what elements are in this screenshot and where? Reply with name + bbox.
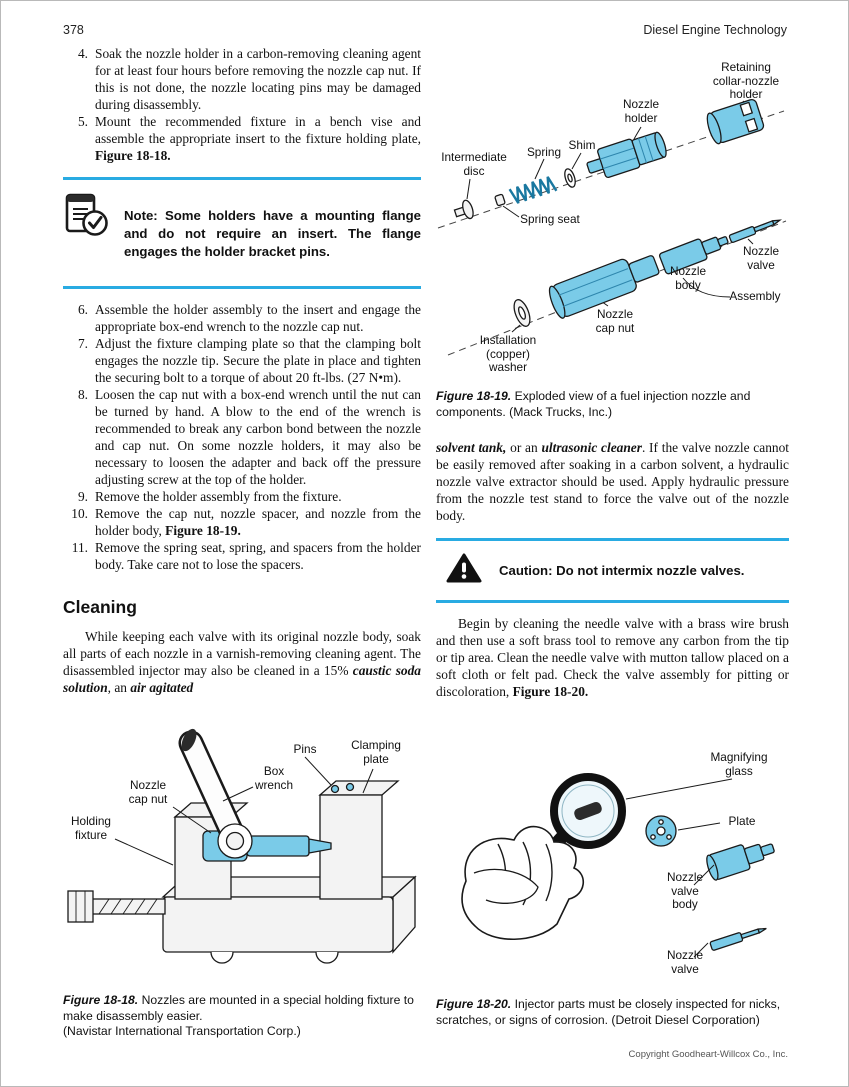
leader-line (678, 823, 720, 830)
callout-pins: Pins (293, 742, 317, 756)
figure-ref: Figure 18-19. (165, 523, 241, 539)
step-item (63, 505, 421, 539)
paragraph-text: . If the valve nozzle cannot be easily removed after soaking in a carbon solvent, a hydraulic nozzle valve extractor should be used. Apply hydraulic pressure from the nozzle test stand to force the valve out of the nozzle body. (436, 440, 790, 523)
caption-label: Figure 18-20. (436, 997, 512, 1011)
step-text-content: Loosen the cap nut with a box-end wrench until the nut can be turned by hand. A blow to the end of the wrench is recommended to break any carbon bond between the nozzle and cap nut. On some nozzle holders, it may also be necessary to loosen the adapter and back off the pressure adjusting screw at the top of the holder. (95, 387, 421, 488)
caption-label: Figure 18-19. (436, 389, 512, 403)
step-text (95, 505, 421, 539)
nozzle-valve-part (710, 924, 768, 950)
note-text: Note: Some holders have a mounting flange and do not require an insert. The flange engages the holder bracket pins. (124, 208, 421, 260)
step-item (63, 335, 421, 386)
caution-text: Caution: Do not intermix nozzle valves. (499, 563, 745, 579)
caption-text: Exploded view of a fuel injection nozzle and components. (Mack Trucks, Inc.) (436, 389, 751, 419)
callout-magnifying-glass: Magnifying glass (710, 750, 768, 778)
spring-part (510, 176, 557, 205)
figure-18-19-art (436, 51, 789, 381)
step-item (63, 45, 421, 113)
leader-line (535, 159, 544, 179)
callout-spring-seat: Spring seat (520, 212, 580, 226)
note-icon (63, 192, 111, 243)
caption-credit: (Navistar International Transportation Corp.) (63, 1024, 301, 1038)
pin-part (347, 784, 354, 791)
caution-box (436, 538, 789, 603)
step-text (95, 113, 421, 164)
book-title: Diesel Engine Technology (643, 23, 787, 37)
leader-line (512, 325, 520, 332)
step-text (95, 301, 421, 335)
step-number: 6. (77, 302, 88, 318)
step-item (63, 301, 421, 335)
spring-seat-part (495, 194, 506, 206)
leader-line (572, 153, 581, 169)
term-ultrasonic-cleaner: ultrasonic cleaner (541, 440, 642, 455)
callout-box-wrench: Box wrench (254, 764, 294, 792)
caption-text: Nozzles are mounted in a special holding fixture to make disassembly easier. (63, 993, 414, 1023)
needle-valve-paragraph (436, 615, 789, 700)
callout-nozzle-body: Nozzle body (669, 264, 707, 292)
nozzle-holder-part (584, 129, 669, 182)
figure-18-18-art (63, 727, 421, 985)
figure-18-19-caption (436, 389, 789, 420)
step-number: 9. (77, 489, 88, 505)
step-text (95, 539, 421, 573)
figure-ref: Figure 18-20. (512, 684, 589, 700)
step-text-content: Assemble the holder assembly to the insert and engage the appropriate box-end wrench to the nozzle cap nut. (95, 302, 421, 335)
step-number: 11. (71, 540, 88, 556)
callout-nozzle-cap-nut: Nozzle cap nut (595, 307, 635, 335)
paragraph-text: While keeping each valve with its original nozzle body, soak all parts of each nozzle in a varnish-removing cleaning agent. The disassembled injector may also be cleaned in a 15% (63, 629, 421, 679)
term-air-agitated: air agitated (130, 680, 194, 696)
step-text-content: Remove the cap nut, nozzle spacer, and nozzle from the holder body, (95, 506, 421, 539)
callout-spring: Spring (526, 145, 562, 159)
step-text (95, 45, 421, 113)
callout-holding-fixture: Holding fixture (70, 814, 111, 842)
paragraph-text: Begin by cleaning the needle valve with a brass wire brush and then use a soft brass tool to remove any carbon from the tip or tip area. Clean the needle valve with mutton tallow placed on a soft cloth or felt pad. Check the valve assembly for pitting or discoloration, (436, 616, 789, 700)
leader-line (626, 779, 732, 799)
step-number: 4. (77, 46, 88, 61)
installation-washer-part (511, 298, 533, 329)
warning-triangle-icon (446, 552, 482, 589)
figure-18-20 (436, 743, 789, 1028)
callout-assembly: Assembly (729, 289, 781, 303)
hand-part (462, 827, 583, 940)
inspection-drawing (436, 743, 789, 989)
callout-retaining-collar: Retaining collar-nozzle holder (712, 60, 780, 101)
step-text (95, 488, 421, 505)
pin-part (332, 786, 339, 793)
callout-nozzle-holder: Nozzle holder (622, 97, 660, 125)
figure-18-18 (63, 727, 421, 1040)
solvent-paragraph (436, 439, 789, 524)
nozzle-valve-part (729, 216, 781, 242)
left-column (63, 45, 421, 696)
callout-nozzle-valve: Nozzle valve (666, 948, 704, 976)
step-number: 5. (77, 114, 88, 129)
step-item (63, 539, 421, 573)
step-text-content: Mount the recommended fixture in a bench vise and assemble the appropriate insert to the fixture holding plate, (95, 114, 421, 146)
callout-nozzle-cap-nut: Nozzle cap nut (128, 778, 168, 806)
leader-line (305, 757, 331, 785)
figure-18-19 (436, 51, 789, 420)
step-number: 8. (77, 387, 88, 403)
step-number: 10. (71, 506, 88, 522)
step-item (63, 113, 421, 164)
cleaning-paragraph (63, 628, 421, 696)
term-solvent-tank: solvent tank, (436, 440, 507, 455)
paragraph-text: , an (107, 680, 131, 696)
retaining-collar-part (704, 98, 764, 145)
callout-intermediate-disc: Intermediate disc (441, 150, 507, 178)
step-text (95, 386, 421, 488)
callout-installation-washer: Installation (copper) washer (479, 333, 537, 374)
figure-18-20-caption (436, 997, 789, 1028)
nozzle-valve-body-part (705, 836, 778, 882)
paragraph-text: or an (506, 440, 542, 455)
magnifying-glass-part (554, 777, 622, 845)
leader-line (467, 179, 470, 199)
step-text (95, 335, 421, 386)
step-text-content: Adjust the fixture clamping plate so that the clamping bolt engages the nozzle tip. Secure the plate in place and tighten the securing bolt to a torque of about 20 ft-lbs. (27 N•m). (95, 336, 421, 386)
copyright-notice: Copyright Goodheart-Willcox Co., Inc. (628, 1049, 788, 1060)
caption-label: Figure 18-18. (63, 993, 139, 1007)
leader-line (115, 839, 173, 865)
step-item (63, 386, 421, 488)
note-box (63, 177, 421, 289)
callout-shim: Shim (568, 138, 596, 152)
step-text-content: Soak the nozzle holder in a carbon-removing cleaning agent for at least four hours before removing the nozzle cap nut. If this is not done, the nozzle locating pins may be damaged during disassembly. (95, 46, 421, 112)
figure-18-18-caption (63, 993, 421, 1040)
callout-clamping-plate: Clamping plate (351, 738, 401, 766)
callout-plate: Plate (728, 814, 756, 828)
callout-nozzle-valve-body: Nozzle valve body (666, 870, 704, 911)
step-number: 7. (77, 336, 88, 352)
step-text-content: Remove the spring seat, spring, and spacers from the holder body. Take care not to lose the spacers. (95, 540, 421, 573)
step-item (63, 488, 421, 505)
page-number: 378 (63, 23, 84, 37)
plate-part (646, 816, 676, 846)
term-caustic-soda-solution: caustic soda solution (63, 663, 421, 696)
clamping-screw-part (68, 891, 165, 922)
caption-text: Injector parts must be closely inspected for nicks, scratches, or signs of corrosion. (Detroit Diesel Corporation) (436, 997, 781, 1027)
callout-nozzle-valve: Nozzle valve (742, 244, 780, 272)
section-heading-cleaning: Cleaning (63, 597, 137, 618)
step-text-content: Remove the holder assembly from the fixture. (95, 489, 342, 505)
figure-ref: Figure 18-18. (95, 148, 171, 163)
right-column (436, 439, 789, 700)
figure-18-20-art (436, 743, 789, 989)
